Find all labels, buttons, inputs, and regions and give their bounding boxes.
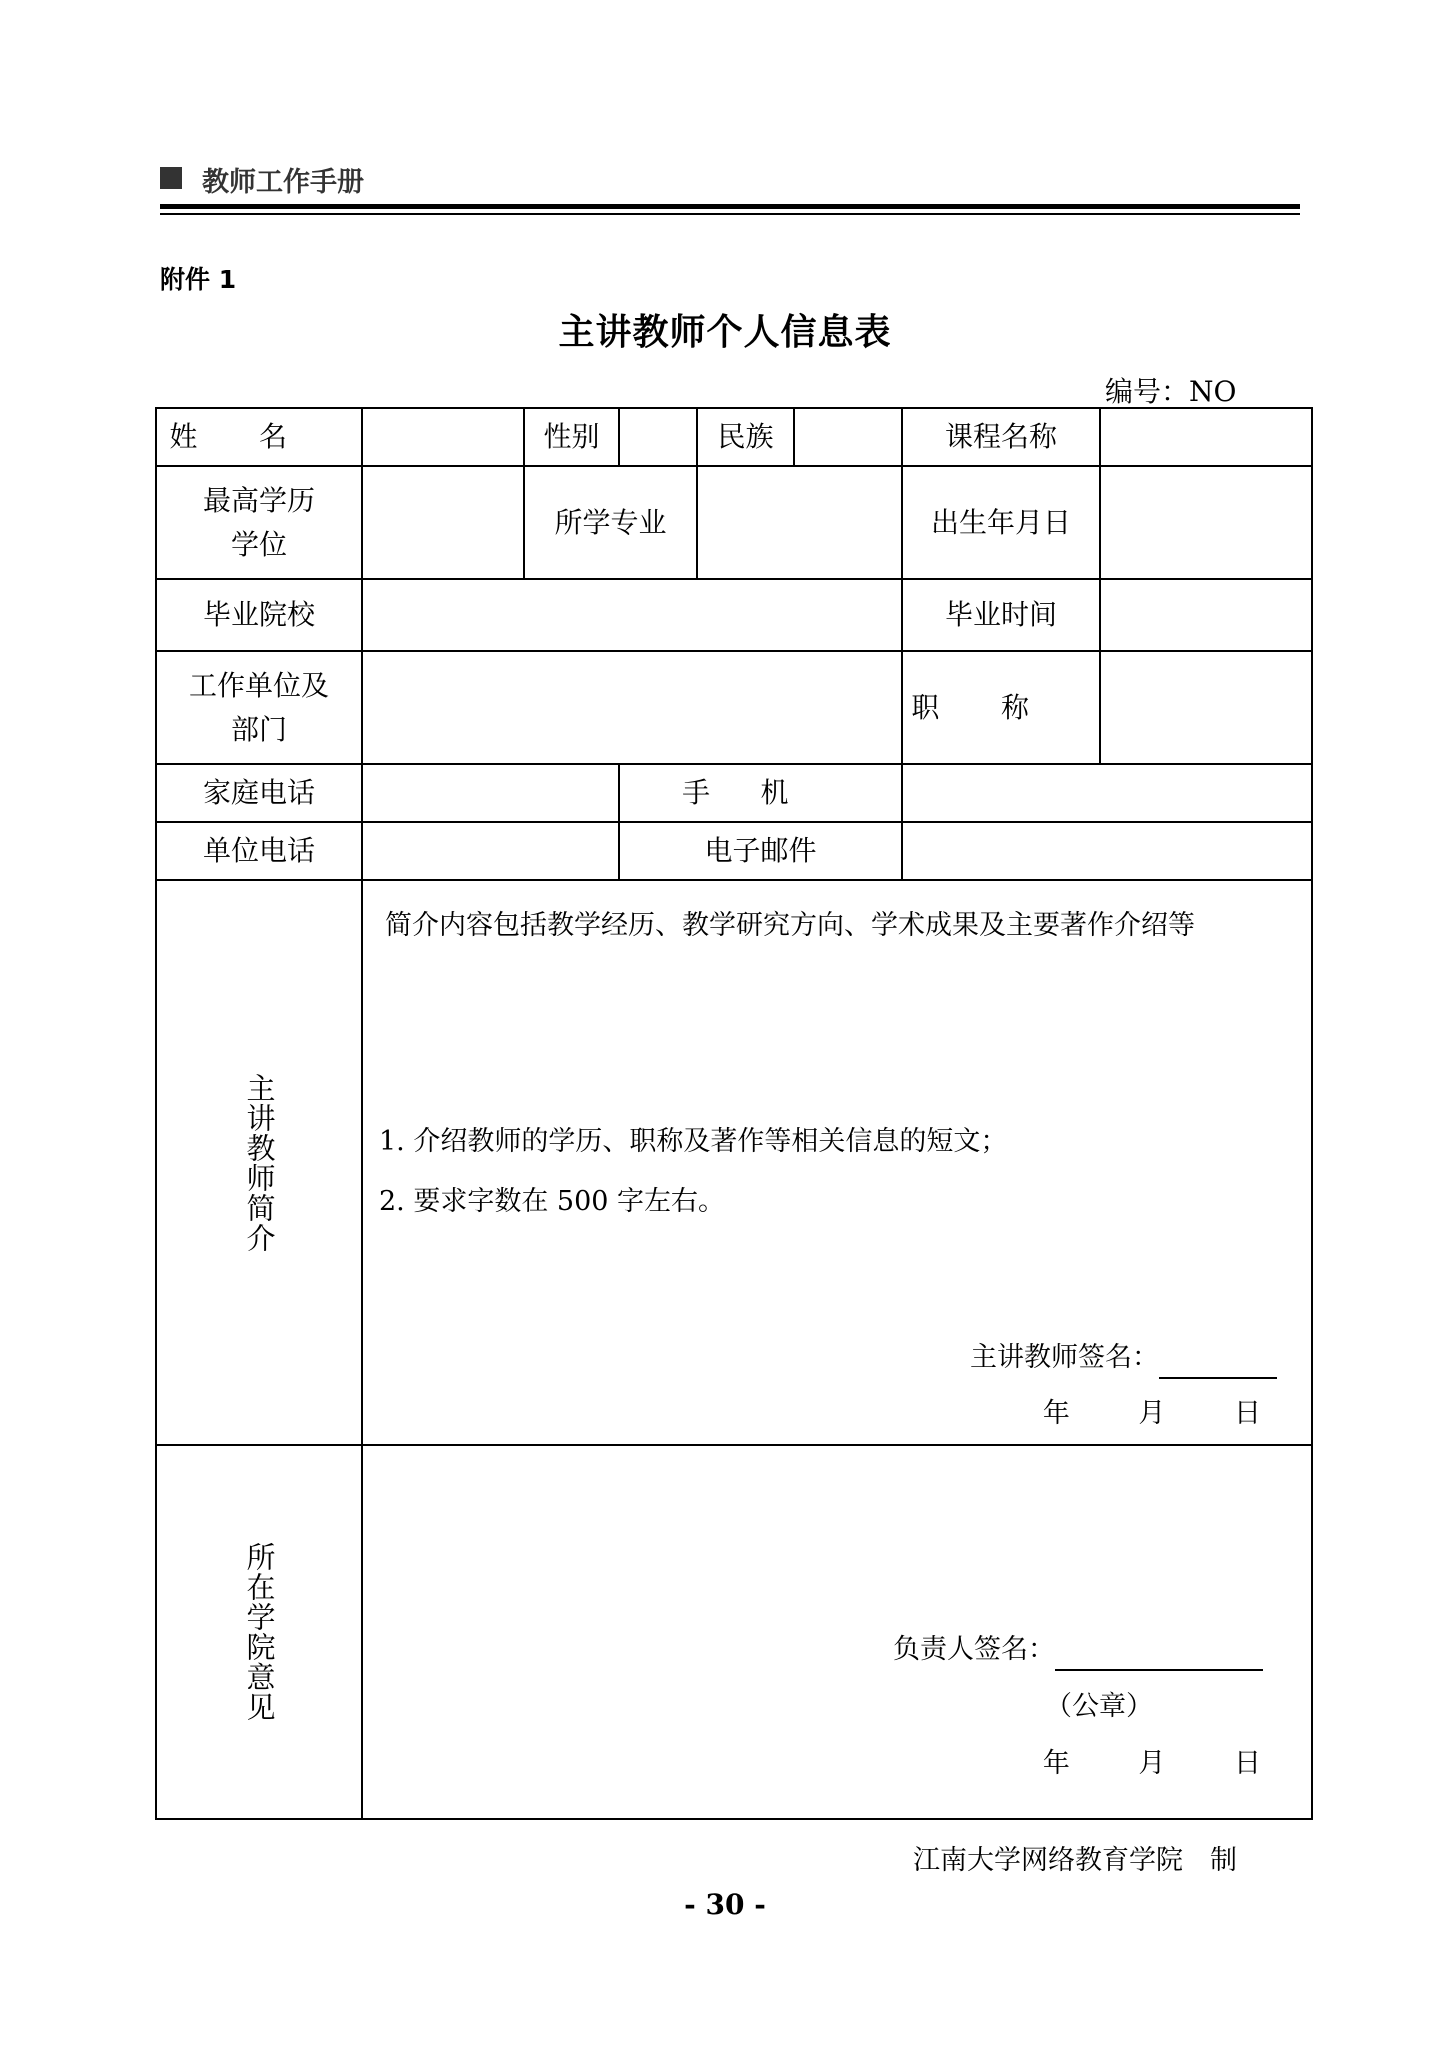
email-field[interactable] xyxy=(902,822,1312,880)
workplace-field[interactable] xyxy=(362,651,902,764)
email-label: 电子邮件 xyxy=(619,822,902,880)
leader-signature: 负责人签名： xyxy=(893,1629,1263,1671)
degree-label: 最高学历 学位 xyxy=(156,466,362,579)
name-label: 姓名 xyxy=(156,408,362,466)
opinion-date-line: 年 月 日 xyxy=(1042,1748,1261,1779)
ethnicity-label: 民族 xyxy=(697,408,794,466)
bio-note-1: 1. 介绍教师的学历、职称及著作等相关信息的短文； xyxy=(379,1126,1008,1157)
home-phone-field[interactable] xyxy=(362,764,619,822)
major-label: 所学专业 xyxy=(524,466,697,579)
bio-field[interactable] xyxy=(362,880,1312,1445)
degree-field[interactable] xyxy=(362,466,524,579)
gender-label: 性别 xyxy=(524,408,619,466)
official-seal: （公章） xyxy=(1045,1691,1153,1722)
workplace-label: 工作单位及 部门 xyxy=(156,651,362,764)
office-phone-field[interactable] xyxy=(362,822,619,880)
serial-number-label: 编号：NO xyxy=(1105,375,1237,408)
page-number: - 30 - xyxy=(684,1888,766,1921)
attachment-label: 附件 1 xyxy=(160,265,237,294)
job-title-label: 职称 xyxy=(902,651,1100,764)
graduation-time-field[interactable] xyxy=(1100,579,1312,651)
teacher-signature: 主讲教师签名： xyxy=(970,1337,1277,1379)
college-opinion-label-cell xyxy=(156,1445,362,1819)
office-phone-label: 单位电话 xyxy=(156,822,362,880)
document-title: 主讲教师个人信息表 xyxy=(558,312,892,353)
name-field[interactable] xyxy=(362,408,524,466)
course-name-field[interactable] xyxy=(1100,408,1312,466)
bio-label: 主讲教师简介 xyxy=(242,1072,277,1253)
graduated-school-field[interactable] xyxy=(362,579,902,651)
teacher-signature-line[interactable] xyxy=(1159,1351,1277,1379)
birth-date-field[interactable] xyxy=(1100,466,1312,579)
college-opinion-label: 所在学院意见 xyxy=(242,1542,277,1722)
graduated-school-label: 毕业院校 xyxy=(156,579,362,651)
gender-field[interactable] xyxy=(619,408,697,466)
course-name-label: 课程名称 xyxy=(902,408,1100,466)
major-field[interactable] xyxy=(697,466,902,579)
teacher-info-form xyxy=(155,407,1313,1820)
bio-date-line: 年 月 日 xyxy=(1042,1398,1261,1429)
college-opinion-field[interactable] xyxy=(362,1445,1312,1819)
bio-note-2: 2. 要求字数在 500 字左右。 xyxy=(379,1186,726,1217)
ethnicity-field[interactable] xyxy=(794,408,902,466)
birth-date-label: 出生年月日 xyxy=(902,466,1100,579)
leader-signature-line[interactable] xyxy=(1055,1643,1263,1671)
graduation-time-label: 毕业时间 xyxy=(902,579,1100,651)
issuer-footer: 江南大学网络教育学院 制 xyxy=(913,1845,1237,1876)
mobile-label: 手机 xyxy=(619,764,902,822)
header-square-icon xyxy=(160,167,182,189)
header-thin-rule xyxy=(160,213,1300,215)
header-title: 教师工作手册 xyxy=(202,167,364,198)
header-thick-rule xyxy=(160,204,1300,209)
mobile-field[interactable] xyxy=(902,764,1312,822)
bio-label-cell xyxy=(156,880,362,1445)
home-phone-label: 家庭电话 xyxy=(156,764,362,822)
job-title-field[interactable] xyxy=(1100,651,1312,764)
bio-hint: 简介内容包括教学经历、教学研究方向、学术成果及主要著作介绍等 xyxy=(385,910,1195,941)
running-header xyxy=(160,160,1300,212)
